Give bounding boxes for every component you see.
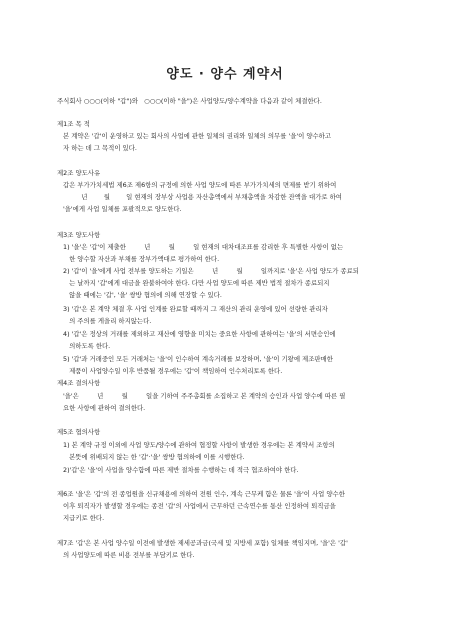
article-3-heading: 제3조 양도사항 [57, 231, 101, 239]
article-3-item-3-line-1: 3) '갑'은 본 계약 체결 후 사업 인계를 완료할 때까지 그 재산의 관리 운영에 있어 선량한 관리자 [63, 305, 328, 313]
article-6-line-2: 이후 퇴직자가 발생할 경우에는 종전 '갑'의 사업에서 근무하던 근속연수를 통산 인정하여 퇴직금을 [63, 502, 336, 510]
article-3-item-3-line-2: 의 주의를 게을리 하지않는다. [63, 317, 152, 325]
intro-paragraph: 주식회사 ○○○(이하 "갑")와 ○○○(이하 "을")은 사업양도/양수계약을 다음과 같이 체결한다. [57, 97, 322, 105]
article-7-line-1: 제7조 '갑'은 본 사업 양수일 이전에 발생한 제세공과금(국세 및 지방세 포함) 일체를 책임지며, '을'은 '갑' [57, 539, 348, 547]
article-4-line-1: '을'은 년 월 일을 기하여 주주총회를 소집하고 본 계약의 승인과 사업 양수에 따른 필 [63, 392, 346, 400]
article-3-item-4-line-1: 4) '갑'은 정상의 거래를 제외하고 재산에 영향을 미치는 중요한 사항에 관하여는 '을'의 서면승인에 [63, 330, 336, 338]
article-1-heading: 제1조 목 적 [57, 120, 90, 128]
article-2-line-1: 갑은 부가가치세법 제6조 제6항의 규정에 의한 사업 양도에 따른 부가가치세의 면제를 받기 위하여 [63, 181, 337, 189]
article-5-item-1-line-2: 본뜻에 위배되지 않는 한 '갑'·'을' 쌍방 협의하에 이를 시행한다. [63, 453, 245, 461]
article-3-item-2-line-3: 않을 때에는 '갑', '을' 쌍방 협의에 의해 연장할 수 있다. [63, 291, 222, 299]
article-6-line-3: 지급키로 한다. [63, 514, 105, 522]
article-4-line-2: 요한 사항에 관하여 결의한다. [63, 404, 146, 412]
article-2-heading: 제2조 양도사유 [57, 169, 101, 177]
document-title: 양도 · 양수 계약서 [166, 67, 284, 82]
article-3-item-1-line-2: 한 양수할 자산과 부채를 장부가액대로 평가하여 한다. [63, 255, 220, 263]
article-3-item-1-line-1: 1) '을'은 '갑'이 제출한 년 월 일 현재의 대차대조표를 감리한 후 특별한 사항이 없는 [63, 243, 344, 251]
article-7-line-2: 의 사업양도에 따른 비용 전부를 부담키로 한다. [63, 551, 195, 559]
article-3-item-5-line-1: 5) '갑'과 거래중인 모든 거래처는 '을'이 인수하여 계속거래를 보장하며, '을'이 기왕에 제조판매한 [63, 355, 333, 363]
article-1-line-2: 자 하는 데 그 목적이 있다. [63, 144, 137, 152]
article-5-item-1-line-1: 1) 본 계약 규정 이외에 사업 양도/양수에 관하여 협정할 사항이 발생한 경우에는 본 계약서 조항의 [63, 441, 335, 449]
article-3-item-5-line-2: 제품이 사업양수일 이후 반품될 경우에는 '갑'이 책임하여 인수처리토록 한다. [63, 367, 283, 375]
article-3-item-2-line-2: 는 날까지 '갑'에게 대금을 완불하여야 한다. 다만 사업 양도에 따른 제반 법적 절차가 종료되지 [63, 279, 330, 287]
article-3-item-4-line-2: 의하도록 한다. [63, 342, 111, 350]
article-4-heading: 제4조 결의사항 [57, 379, 101, 387]
article-6-line-1: 제6조 '을'은 '갑'의 전 종업원을 신규채용에 의하여 전원 인수, 계속 근무케 함은 물론 '을'이 사업 양수한 [57, 490, 345, 498]
article-5-item-2: 2)'갑'은 '을'이 사업을 양수함에 따른 제반 절차를 수행하는 데 적극 협조하여야 한다. [63, 466, 299, 474]
article-5-heading: 제5조 협의사항 [57, 428, 101, 436]
article-3-item-2-line-1: 2) '갑'이 '을'에게 사업 전부를 양도하는 기일은 년 월 일까지로 '을'은 사업 양도가 종료되 [63, 267, 359, 275]
article-2-line-3: '을'에게 사업 일체를 포괄적으로 양도한다. [63, 205, 182, 213]
article-1-line-1: 본 계약은 '갑'이 운영하고 있는 회사의 사업에 관한 일체의 권리와 일체의 의무를 '을'이 양수하고 [63, 132, 332, 140]
article-2-line-2: 년 월 일 현재의 장부상 사업용 자산총액에서 부채총액을 차감한 잔액을 대가로 하여 [63, 193, 342, 201]
